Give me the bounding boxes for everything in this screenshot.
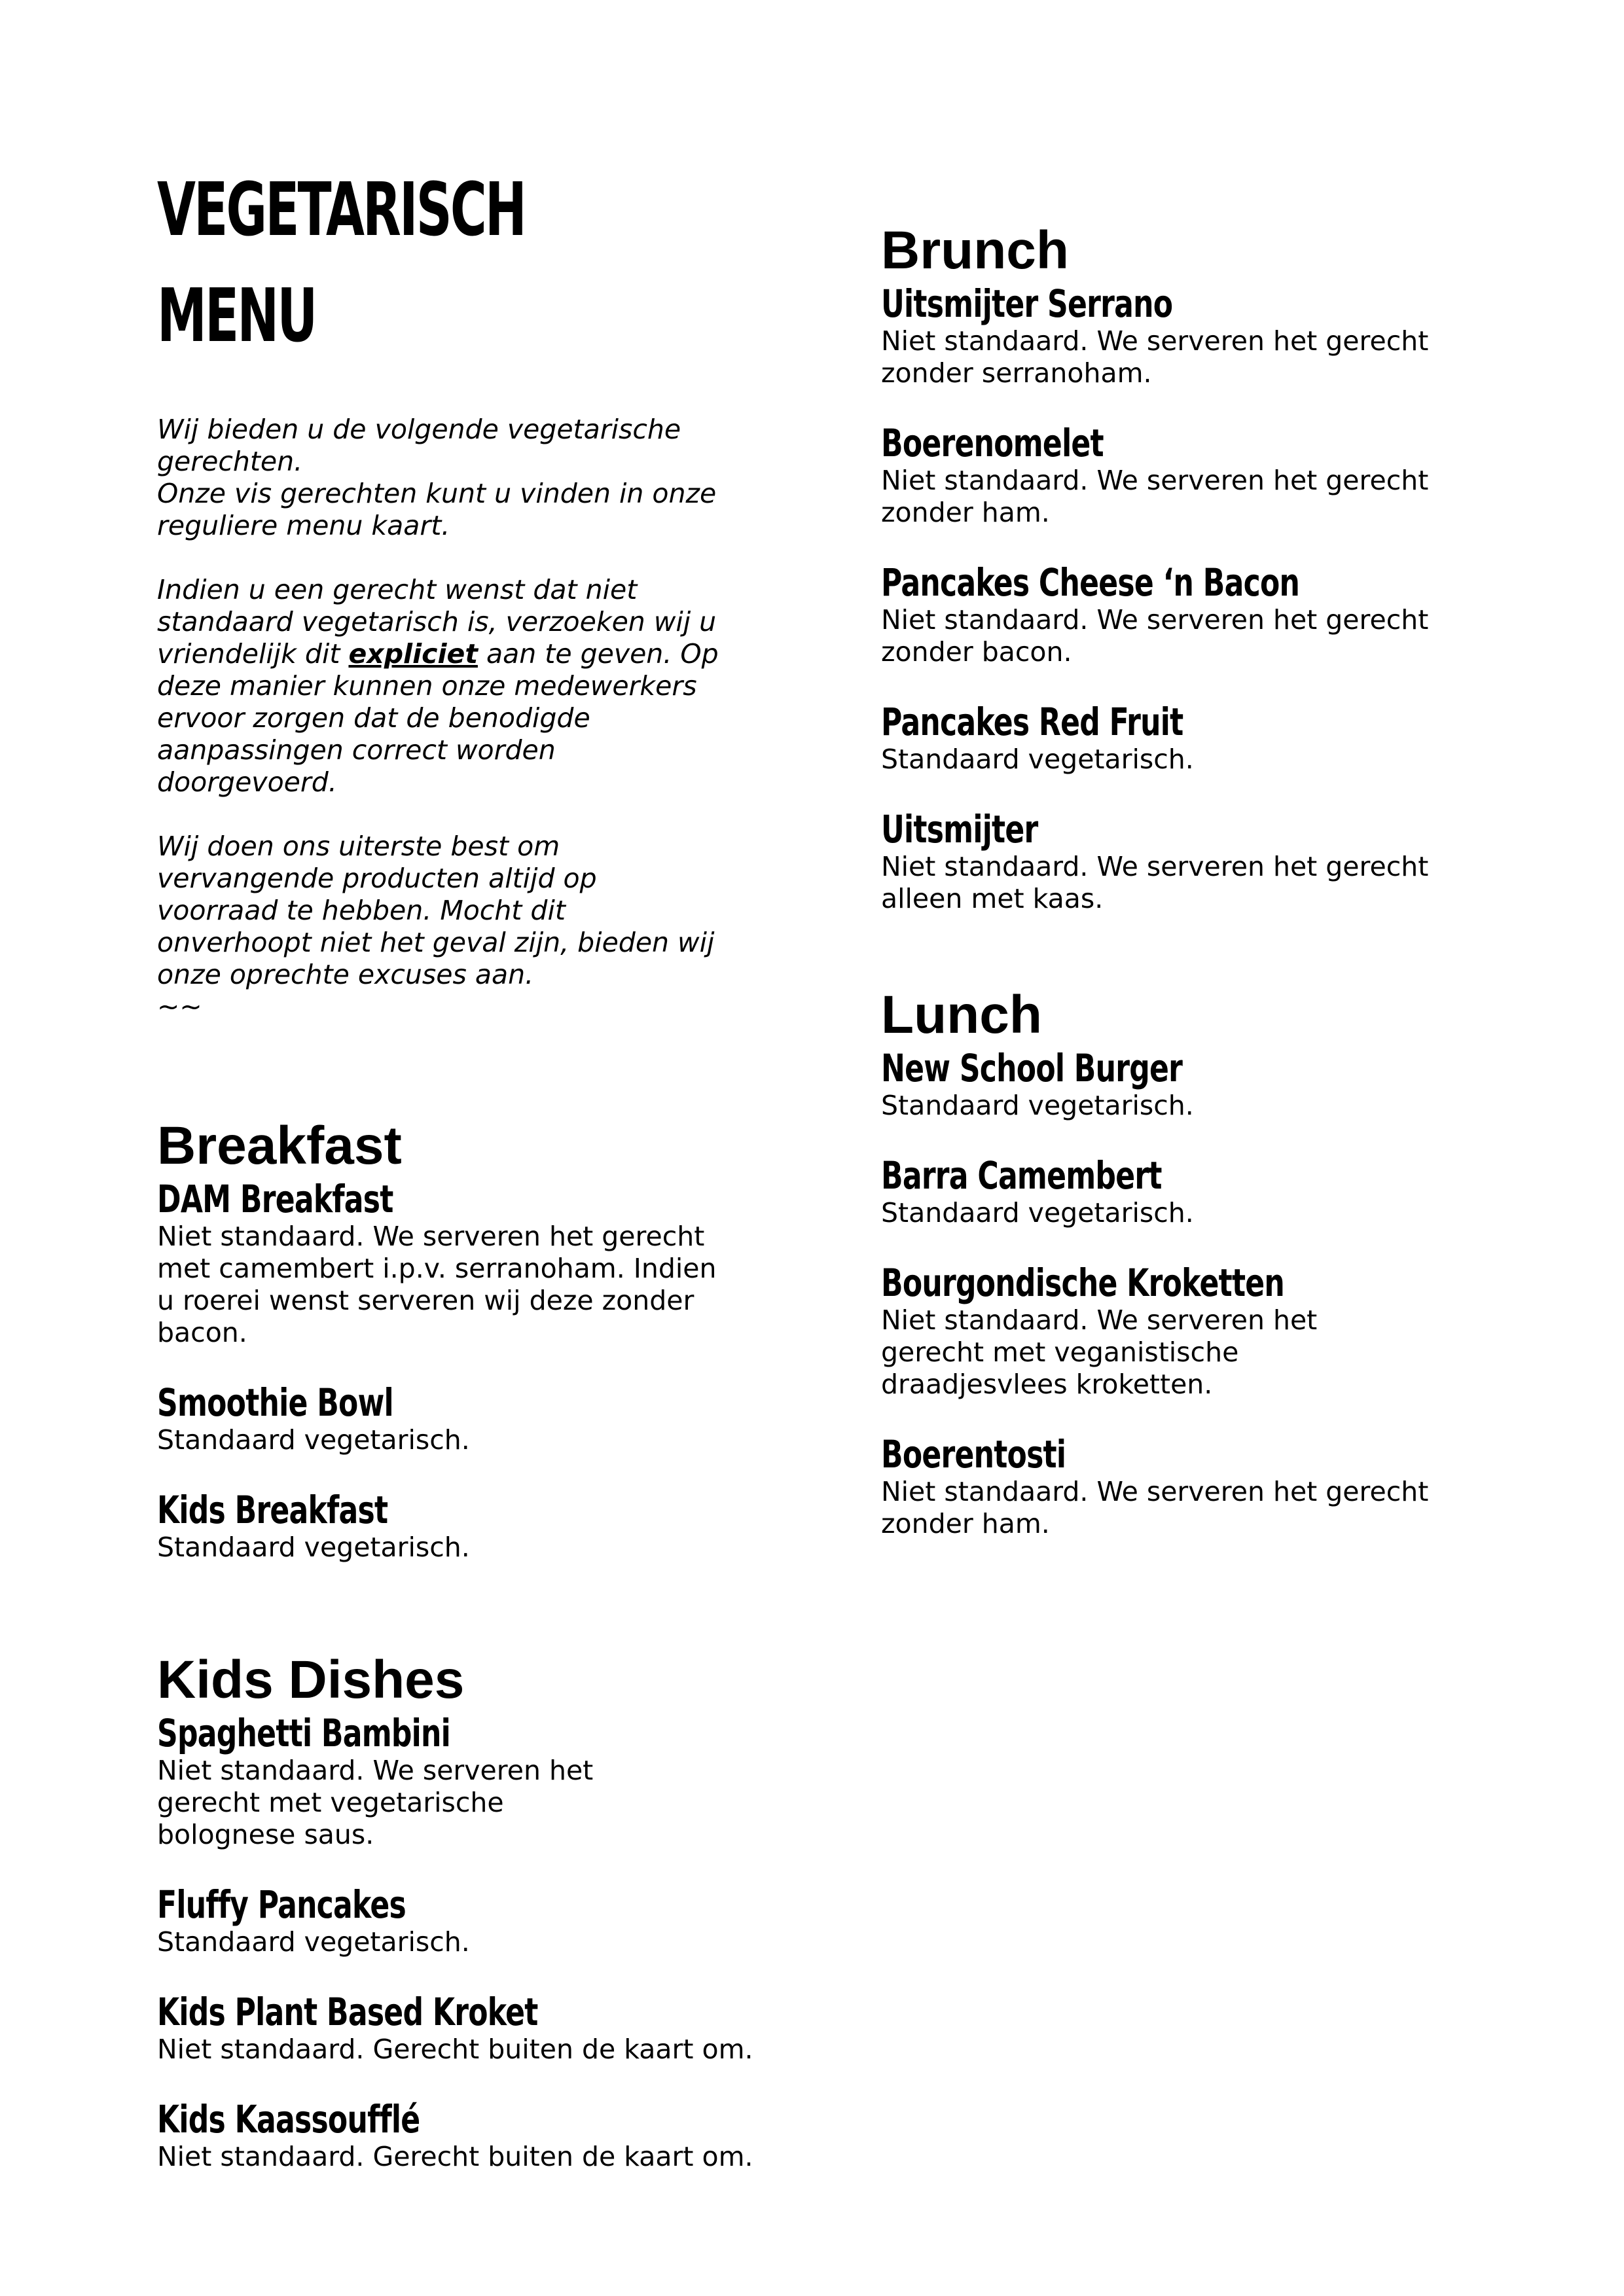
right-column [881, 219, 1470, 1540]
dish-item [157, 1883, 759, 1958]
intro-line: doorgevoerd. [157, 766, 337, 798]
dish-name: Pancakes Red Fruit [881, 700, 1183, 744]
intro-paragraph-2 [157, 574, 759, 798]
section-title: Breakfast [157, 1116, 402, 1175]
dish-item [881, 422, 1470, 529]
description-line: alleen met kaas. [881, 883, 1104, 914]
dish-item [157, 1990, 759, 2066]
dish-name: Boerentosti [881, 1432, 1066, 1477]
dish-name: DAM Breakfast [157, 1177, 393, 1221]
section-lunch [881, 984, 1470, 1540]
description-line: u roerei wenst serveren wij deze zonder [157, 1285, 695, 1316]
dish-name: Spaghetti Bambini [157, 1711, 450, 1755]
description-line: gerecht met veganistische [881, 1336, 1239, 1368]
dish-name: Bourgondische Kroketten [881, 1261, 1285, 1305]
description-line: Niet standaard. We serveren het [157, 1755, 594, 1786]
description-line: Niet standaard. We serveren het [881, 1304, 1318, 1336]
dish-name: Pancakes Cheese ‘n Bacon [881, 560, 1300, 605]
title-line-2: MENU [157, 274, 316, 359]
dish-name: Boerenomelet [881, 421, 1104, 465]
dish-name: Kids Kaassoufflé [157, 2097, 420, 2142]
intro-line: ervoor zorgen dat de benodigde [157, 702, 590, 734]
description-line: zonder ham. [881, 497, 1050, 528]
left-column [157, 157, 759, 2173]
dish-description [881, 851, 1470, 915]
dish-item [881, 1261, 1470, 1401]
dish-item [881, 1047, 1470, 1122]
description-line: Niet standaard. Gerecht buiten de kaart om. [157, 2141, 753, 2172]
description-line: zonder serranoham. [881, 357, 1152, 389]
emphasis-explicit: expliciet [348, 638, 478, 670]
dish-item [881, 1433, 1470, 1540]
description-line: Niet standaard. We serveren het gerecht [881, 851, 1429, 882]
description-line: Standaard vegetarisch. [881, 1197, 1194, 1229]
intro-line: Indien u een gerecht wenst dat niet [157, 574, 638, 605]
section-title: Kids Dishes [157, 1650, 465, 1710]
dish-description [157, 1926, 759, 1958]
dish-name: Barra Camembert [881, 1153, 1162, 1198]
description-line: bolognese saus. [157, 1819, 374, 1850]
intro-line: standaard vegetarisch is, verzoeken wij u [157, 606, 717, 637]
dish-name: Fluffy Pancakes [157, 1882, 406, 1927]
description-line: Standaard vegetarisch. [881, 1090, 1194, 1121]
intro-line: deze manier kunnen onze medewerkers [157, 670, 697, 702]
intro-line: Onze vis gerechten kunt u vinden in onze [157, 478, 717, 509]
dish-description [157, 1424, 759, 1456]
description-line: Standaard vegetarisch. [157, 1424, 470, 1456]
dish-item [881, 1154, 1470, 1229]
section-breakfast [157, 1115, 759, 1564]
dish-item [157, 1381, 759, 1456]
dish-description [881, 1304, 1470, 1401]
dish-name: Uitsmijter [881, 807, 1038, 852]
dish-list [157, 1177, 759, 1564]
intro-line: Wij bieden u de volgende vegetarische [157, 414, 681, 445]
section-title: Lunch [881, 985, 1042, 1045]
description-line: Niet standaard. We serveren het gerecht [881, 1476, 1429, 1507]
dish-list [157, 1712, 759, 2173]
dish-description [881, 1197, 1470, 1229]
intro-line: vriendelijk dit [157, 638, 349, 670]
description-line: bacon. [157, 1317, 247, 1348]
dish-list [881, 1047, 1470, 1540]
dish-item [881, 282, 1470, 389]
description-line: Niet standaard. We serveren het gerecht [881, 325, 1429, 357]
description-line: Niet standaard. We serveren het gerecht [157, 1221, 705, 1252]
intro-line: reguliere menu kaart. [157, 510, 450, 541]
dish-list [881, 282, 1470, 915]
dish-item [157, 2098, 759, 2173]
dish-description [157, 1221, 759, 1349]
dish-name: Smoothie Bowl [157, 1380, 393, 1425]
dish-item [881, 561, 1470, 668]
dish-description [157, 1532, 759, 1564]
section-title: Brunch [881, 221, 1069, 280]
description-line: Niet standaard. We serveren het gerecht [881, 465, 1429, 496]
description-line: gerecht met vegetarische [157, 1787, 504, 1818]
dish-name: Kids Plant Based Kroket [157, 1990, 538, 2034]
dish-description [881, 744, 1470, 776]
description-line: met camembert i.p.v. serranoham. Indien [157, 1253, 717, 1284]
intro-text [157, 414, 759, 991]
dish-name: Uitsmijter Serrano [881, 281, 1173, 326]
description-line: Standaard vegetarisch. [881, 744, 1194, 775]
section-brunch [881, 219, 1470, 915]
dish-name: New School Burger [881, 1046, 1183, 1090]
dish-name: Kids Breakfast [157, 1488, 388, 1532]
dish-description [881, 1476, 1470, 1540]
intro-line: gerechten. [157, 446, 303, 477]
dish-description [881, 325, 1470, 389]
intro-line: vervangende producten altijd op [157, 863, 597, 894]
description-line: Standaard vegetarisch. [157, 1926, 470, 1958]
dish-description [881, 1090, 1470, 1122]
dish-item [157, 1488, 759, 1564]
description-line: zonder ham. [881, 1508, 1050, 1539]
dish-description [157, 2141, 759, 2173]
description-line: Niet standaard. We serveren het gerecht [881, 604, 1429, 636]
dish-description [881, 465, 1470, 529]
dish-description [881, 604, 1470, 668]
intro-line: onze oprechte excuses aan. [157, 959, 534, 990]
tilde-separator: ~~ [157, 991, 202, 1022]
dish-item [157, 1177, 759, 1349]
dish-item [157, 1712, 759, 1851]
description-line: Standaard vegetarisch. [157, 1532, 470, 1563]
dish-item [881, 808, 1470, 915]
intro-line: voorraad te hebben. Mocht dit [157, 895, 566, 926]
description-line: draadjesvlees kroketten. [881, 1369, 1213, 1400]
section-kids-dishes [157, 1649, 759, 2173]
description-line: Niet standaard. Gerecht buiten de kaart om. [157, 2034, 753, 2065]
intro-line: aanpassingen correct worden [157, 734, 556, 766]
intro-line: aan te geven. Op [477, 638, 719, 670]
intro-paragraph-3 [157, 831, 759, 991]
dish-description [157, 1755, 759, 1851]
intro-paragraph-1 [157, 414, 759, 542]
dish-description [157, 2034, 759, 2066]
dish-item [881, 700, 1470, 776]
description-line: zonder bacon. [881, 636, 1072, 668]
intro-line: Wij doen ons uiterste best om [157, 831, 560, 862]
intro-line: onverhoopt niet het geval zijn, bieden wij [157, 927, 715, 958]
page-title [157, 157, 691, 369]
title-line-1: VEGETARISCH [157, 168, 526, 253]
